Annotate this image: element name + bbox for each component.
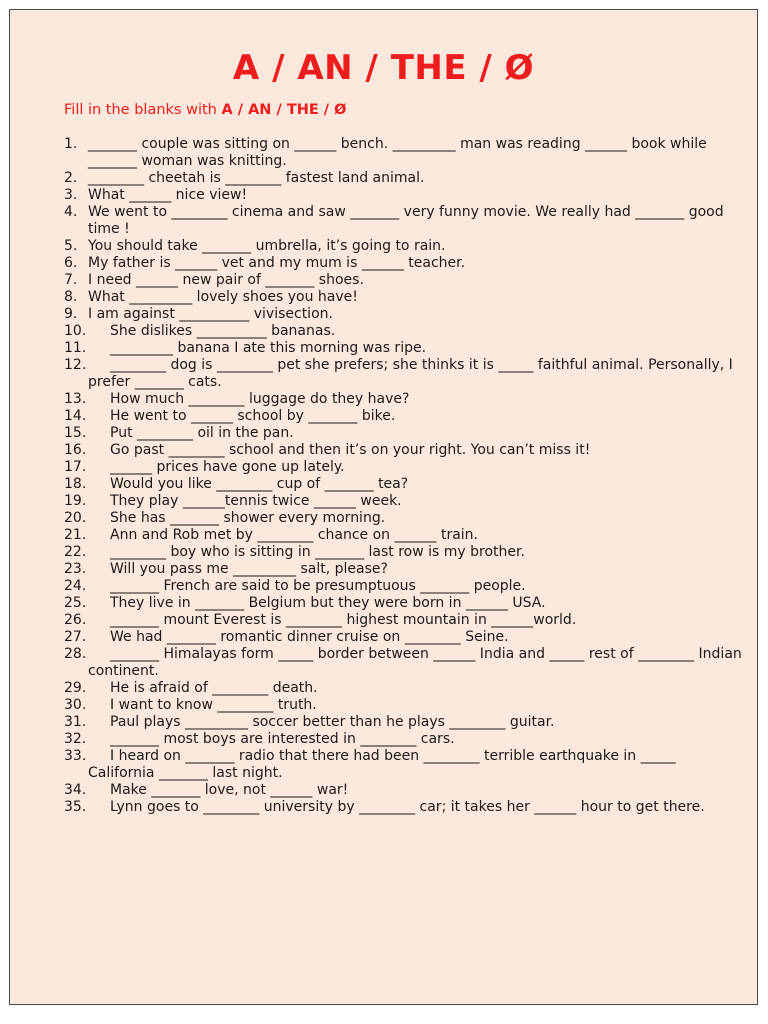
exercise-text: _______ most boys are interested in ________ cars. — [110, 731, 455, 747]
instructions — [64, 102, 346, 118]
exercise-number: 6. — [64, 255, 78, 271]
exercise-text: _______ Himalayas form _____ border between ______ India and _____ rest of ________ Indian continent. — [88, 646, 742, 679]
instructions-prefix: Fill in the blanks with — [64, 102, 222, 118]
exercise-number: 14. — [64, 408, 87, 424]
exercise-number: 24. — [64, 578, 87, 594]
exercise-item — [64, 493, 744, 510]
exercise-item — [64, 238, 744, 255]
worksheet-page — [9, 9, 758, 1005]
exercise-number: 10. — [64, 323, 87, 339]
exercise-text: What _________ lovely shoes you have! — [88, 289, 358, 305]
exercise-item — [64, 459, 744, 476]
exercise-number: 21. — [64, 527, 87, 543]
exercise-item — [64, 425, 744, 442]
exercise-number: 18. — [64, 476, 87, 492]
exercise-text: Ann and Rob met by ________ chance on ______ train. — [110, 527, 478, 543]
exercise-number: 8. — [64, 289, 78, 305]
exercise-number: 27. — [64, 629, 87, 645]
exercise-item — [64, 646, 744, 680]
exercise-item — [64, 340, 744, 357]
exercise-number: 30. — [64, 697, 87, 713]
exercise-item — [64, 510, 744, 527]
exercise-number: 3. — [64, 187, 78, 203]
exercise-number: 7. — [64, 272, 78, 288]
exercise-item — [64, 527, 744, 544]
exercise-number: 11. — [64, 340, 87, 356]
exercise-text: Lynn goes to ________ university by ________ car; it takes her ______ hour to get there. — [110, 799, 705, 815]
exercise-item — [64, 306, 744, 323]
exercise-text: _______ mount Everest is ________ highest mountain in ______world. — [110, 612, 577, 628]
exercise-item — [64, 391, 744, 408]
exercise-item — [64, 680, 744, 697]
exercise-text: Go past ________ school and then it’s on your right. You can’t miss it! — [110, 442, 591, 458]
exercise-number: 33. — [64, 748, 87, 764]
exercise-item — [64, 748, 744, 782]
exercise-number: 5. — [64, 238, 78, 254]
exercise-item — [64, 136, 744, 170]
exercise-text: My father is ______ vet and my mum is ______ teacher. — [88, 255, 466, 271]
exercise-number: 16. — [64, 442, 87, 458]
exercise-item — [64, 323, 744, 340]
exercise-item — [64, 170, 744, 187]
exercise-item — [64, 595, 744, 612]
page-title: A / AN / THE / Ø — [232, 48, 535, 88]
exercise-text: I want to know ________ truth. — [110, 697, 317, 713]
exercise-item — [64, 204, 744, 238]
exercise-item — [64, 255, 744, 272]
exercise-text: I need ______ new pair of _______ shoes. — [88, 272, 364, 288]
exercise-number: 22. — [64, 544, 87, 560]
exercise-item — [64, 187, 744, 204]
exercise-text: _______ couple was sitting on ______ bench. _________ man was reading ______ book while _______ woman was knitting. — [88, 136, 707, 169]
exercise-item — [64, 799, 744, 816]
exercise-number: 19. — [64, 493, 87, 509]
exercise-item — [64, 629, 744, 646]
exercise-number: 26. — [64, 612, 87, 628]
exercise-text: Make _______ love, not ______ war! — [110, 782, 349, 798]
exercise-text: She dislikes __________ bananas. — [110, 323, 336, 339]
exercise-item — [64, 714, 744, 731]
exercise-item — [64, 357, 744, 391]
exercise-item — [64, 561, 744, 578]
exercise-item — [64, 289, 744, 306]
exercise-number: 34. — [64, 782, 87, 798]
exercise-text: _________ banana I ate this morning was ripe. — [110, 340, 427, 356]
exercise-number: 31. — [64, 714, 87, 730]
exercise-text: I heard on _______ radio that there had been ________ terrible earthquake in _____ California _______ last night. — [88, 748, 676, 781]
exercise-item — [64, 408, 744, 425]
exercise-item — [64, 544, 744, 561]
exercise-number: 15. — [64, 425, 87, 441]
exercise-number: 29. — [64, 680, 87, 696]
exercise-text: _______ French are said to be presumptuous _______ people. — [110, 578, 526, 594]
exercise-text: Would you like ________ cup of _______ tea? — [110, 476, 409, 492]
exercise-text: How much ________ luggage do they have? — [110, 391, 410, 407]
exercise-number: 2. — [64, 170, 78, 186]
exercise-item — [64, 612, 744, 629]
exercise-number: 20. — [64, 510, 87, 526]
exercise-number: 35. — [64, 799, 87, 815]
exercise-text: You should take _______ umbrella, it’s going to rain. — [88, 238, 446, 254]
exercise-text: They live in _______ Belgium but they were born in ______ USA. — [110, 595, 546, 611]
exercise-item — [64, 697, 744, 714]
exercise-number: 17. — [64, 459, 87, 475]
exercise-list — [64, 136, 744, 816]
exercise-item — [64, 731, 744, 748]
exercise-text: We had _______ romantic dinner cruise on ________ Seine. — [110, 629, 509, 645]
exercise-item — [64, 476, 744, 493]
exercise-number: 4. — [64, 204, 78, 220]
exercise-text: ________ boy who is sitting in _______ last row is my brother. — [110, 544, 525, 560]
exercise-number: 25. — [64, 595, 87, 611]
exercise-text: We went to ________ cinema and saw _______ very funny movie. We really had _______ good time ! — [88, 204, 724, 237]
exercise-text: Put ________ oil in the pan. — [110, 425, 294, 441]
exercise-text: They play ______tennis twice ______ week. — [110, 493, 402, 509]
exercise-text: Will you pass me _________ salt, please? — [110, 561, 388, 577]
instructions-options: A / AN / THE / Ø — [221, 102, 347, 118]
exercise-item — [64, 578, 744, 595]
exercise-text: ________ dog is ________ pet she prefers; she thinks it is _____ faithful animal. Personally, I prefer _______ cats. — [88, 357, 733, 390]
exercise-number: 9. — [64, 306, 78, 322]
exercise-number: 12. — [64, 357, 87, 373]
exercise-number: 28. — [64, 646, 87, 662]
exercise-item — [64, 272, 744, 289]
exercise-item — [64, 782, 744, 799]
exercise-text: She has _______ shower every morning. — [110, 510, 386, 526]
exercise-number: 1. — [64, 136, 78, 152]
exercise-text: He is afraid of ________ death. — [110, 680, 318, 696]
exercise-number: 32. — [64, 731, 87, 747]
exercise-text: ________ cheetah is ________ fastest land animal. — [88, 170, 425, 186]
exercise-text: ______ prices have gone up lately. — [110, 459, 345, 475]
exercise-number: 23. — [64, 561, 87, 577]
exercise-text: Paul plays _________ soccer better than he plays ________ guitar. — [110, 714, 555, 730]
exercise-number: 13. — [64, 391, 87, 407]
exercise-text: He went to ______ school by _______ bike. — [110, 408, 396, 424]
exercise-text: What ______ nice view! — [88, 187, 248, 203]
exercise-text: I am against __________ vivisection. — [88, 306, 333, 322]
exercise-item — [64, 442, 744, 459]
